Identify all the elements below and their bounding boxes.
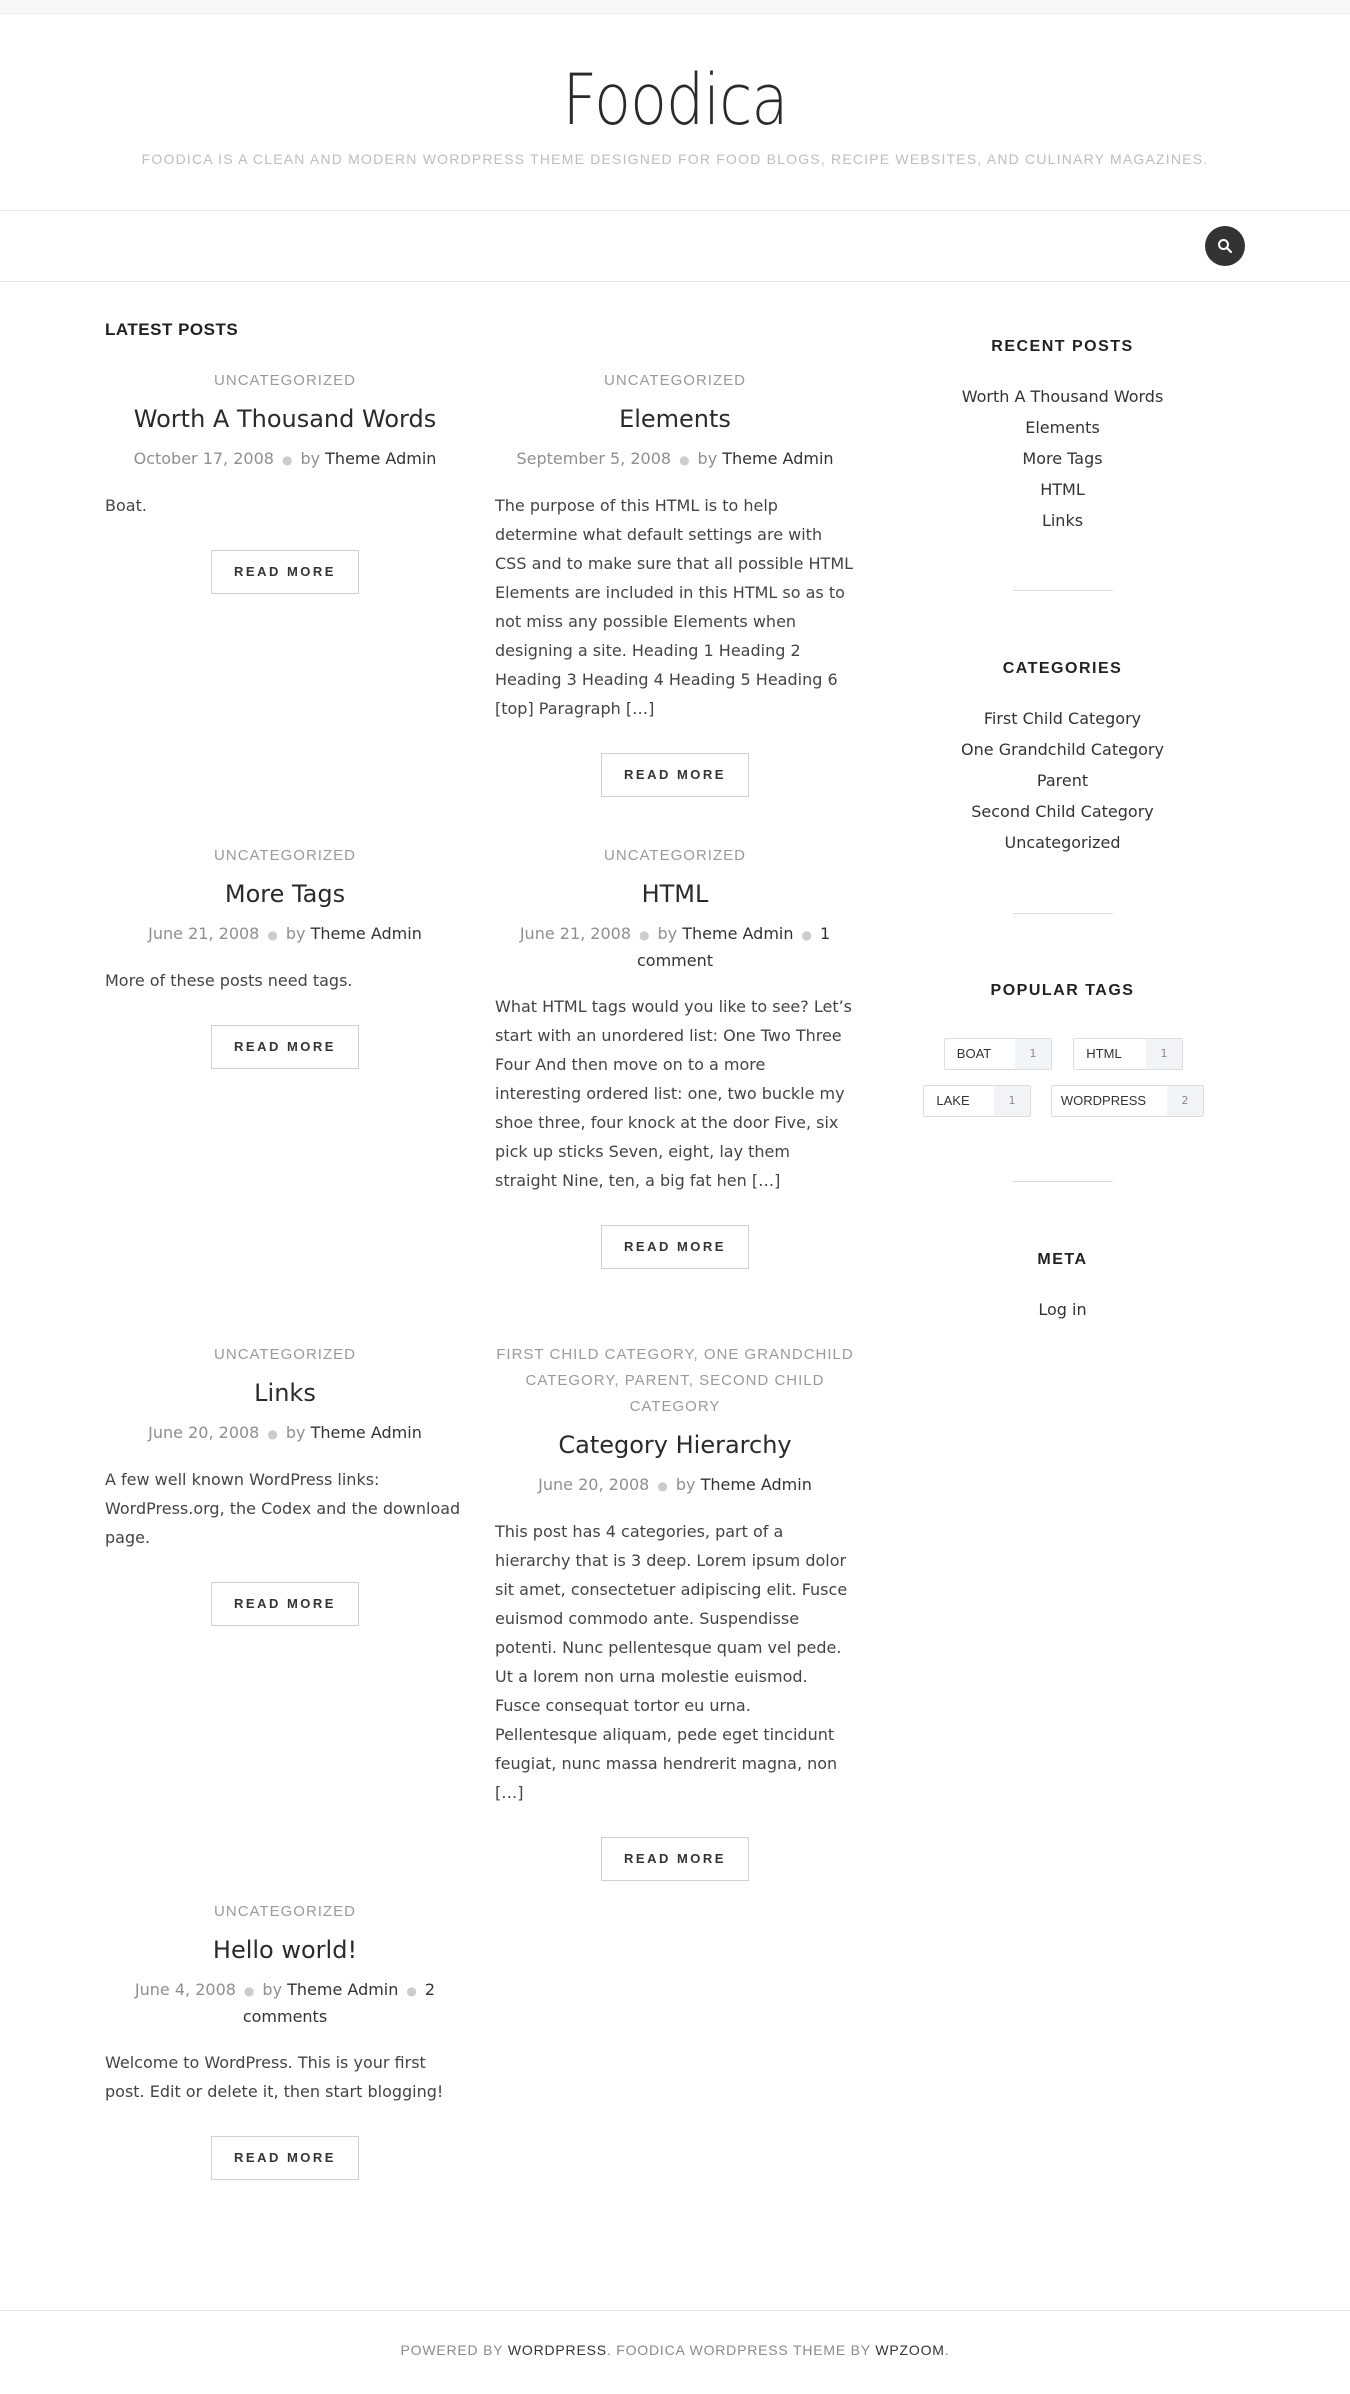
site-title[interactable]: Foodica (562, 59, 788, 141)
post-excerpt: What HTML tags would you like to see? Let’s start with an unordered list: One Two Three Four And then move on to a more interesting ordered list: one, two buckle my shoe three, four knock at the door Five, six pick up sticks Seven, eight, lay them straight Nine, ten, a big fat hen […] (495, 997, 853, 1190)
widget-title: META (1037, 1251, 1088, 1268)
footer-divider (0, 2310, 1350, 2311)
tag-name: WORDPRESS (1060, 1093, 1147, 1108)
post-card (105, 1342, 465, 1626)
post-date[interactable]: October 17, 2008 (133, 449, 274, 468)
categories-list (900, 703, 1225, 858)
footer-end: . (944, 2342, 950, 2358)
tag-name: BOAT (956, 1046, 992, 1061)
navigation-bar (0, 210, 1350, 282)
post-card (495, 1342, 855, 1881)
category-link[interactable]: Second Child Category (971, 802, 1154, 821)
post-date[interactable]: September 5, 2008 (516, 449, 672, 468)
post-date[interactable]: June 20, 2008 (148, 1423, 260, 1442)
post-date[interactable]: June 21, 2008 (148, 924, 260, 943)
top-bar (0, 0, 1350, 14)
meta-separator-dot: ● (639, 928, 650, 942)
tag-name: HTML (1086, 1046, 1122, 1061)
category-link[interactable]: One Grandchild Category (961, 740, 1164, 759)
post-author[interactable]: Theme Admin (722, 449, 834, 468)
meta-separator-dot: ● (801, 928, 812, 942)
meta-by: by (285, 924, 306, 943)
post-author[interactable]: Theme Admin (325, 449, 437, 468)
post-title[interactable]: Elements (619, 405, 731, 433)
meta-separator-dot: ● (281, 453, 293, 467)
read-more-button[interactable]: READ MORE (211, 1025, 359, 1069)
footer-theme-text: . FOODICA WORDPRESS THEME BY (606, 2342, 876, 2358)
tag-name: LAKE (936, 1093, 970, 1108)
post-date[interactable]: June 4, 2008 (134, 1980, 236, 1999)
post-title[interactable]: Hello world! (212, 1936, 358, 1964)
post-meta (105, 446, 465, 473)
post-excerpt: Welcome to WordPress. This is your first post. Edit or delete it, then start blogging! (105, 2053, 444, 2101)
post-title[interactable]: Links (254, 1379, 316, 1407)
post-card (105, 368, 465, 594)
site-tagline: FOODICA IS A CLEAN AND MODERN WORDPRESS THEME DESIGNED FOR FOOD BLOGS, RECIPE WEBSITES, AND CULINARY MAGAZINES. (141, 151, 1209, 167)
post-card (495, 368, 855, 797)
post-date[interactable]: June 20, 2008 (538, 1475, 650, 1494)
post-title[interactable]: More Tags (224, 880, 346, 908)
post-meta (495, 1472, 855, 1499)
widget-title: CATEGORIES (1002, 660, 1123, 677)
meta-by: by (300, 449, 321, 468)
read-more-button[interactable]: READ MORE (601, 1837, 749, 1881)
tag-link[interactable] (1051, 1085, 1204, 1117)
meta-by: by (657, 924, 678, 943)
post-meta (495, 921, 855, 974)
post-title[interactable]: Worth A Thousand Words (133, 405, 437, 433)
post-date[interactable]: June 21, 2008 (519, 924, 632, 943)
post-meta (105, 921, 465, 948)
meta-list (900, 1294, 1225, 1325)
post-card (105, 843, 465, 1069)
post-category-link[interactable]: ONE GRANDCHILD CATEGORY (525, 1346, 854, 1389)
tag-link[interactable] (923, 1085, 1031, 1117)
meta-separator-dot: ● (267, 1427, 278, 1441)
recent-post-link[interactable]: HTML (1040, 480, 1085, 499)
widget-divider (1013, 590, 1113, 591)
meta-widget (900, 1248, 1225, 1325)
post-category-link[interactable]: PARENT (624, 1372, 689, 1389)
recent-posts-widget (900, 335, 1225, 536)
post-category-link[interactable]: FIRST CHILD CATEGORY (496, 1346, 694, 1363)
post-author[interactable]: Theme Admin (287, 1980, 399, 1999)
post-category-link[interactable]: SECOND CHILD CATEGORY (629, 1372, 825, 1415)
footer-powered-by: POWERED BY (400, 2342, 508, 2358)
post-meta (105, 1977, 465, 2030)
post-excerpt: The purpose of this HTML is to help determine what default settings are with CSS and to make sure that all possible HTML Elements are included in this HTML so as to not miss any possible Elements when designing a site. Heading 1 Heading 2 Heading 3 Heading 4 Heading 5 Heading 6 [top] Paragraph […] (495, 496, 854, 718)
post-category[interactable]: UNCATEGORIZED (604, 847, 746, 864)
recent-post-link[interactable]: Elements (1025, 418, 1100, 437)
categories-widget (900, 657, 1225, 858)
read-more-button[interactable]: READ MORE (211, 2136, 359, 2180)
footer-wordpress-link[interactable]: WORDPRESS (507, 2342, 607, 2358)
meta-by: by (675, 1475, 696, 1494)
log-in-link[interactable]: Log in (1038, 1300, 1087, 1319)
recent-post-link[interactable]: More Tags (1022, 449, 1103, 468)
post-title[interactable]: Category Hierarchy (558, 1431, 792, 1459)
post-excerpt: Boat. (105, 496, 147, 515)
recent-post-link[interactable]: Links (1041, 511, 1084, 530)
post-excerpt: This post has 4 categories, part of a hierarchy that is 3 deep. Lorem ipsum dolor sit amet, consectetuer adipiscing elit. Fusce euismod commodo ante. Suspendisse potenti. Nunc pellentesque quam vel pede. Ut a lorem non urna molestie euismod. Fusce consequat tortor eu urna. Pellentesque aliquam, pede eget tincidunt feugiat, nunc massa hendrerit magna, non […] (495, 1522, 848, 1802)
post-category[interactable]: UNCATEGORIZED (214, 1346, 356, 1363)
recent-post-link[interactable]: Worth A Thousand Words (961, 387, 1164, 406)
post-comments-link[interactable]: 2 comments (242, 1980, 436, 2026)
post-categories: FIRST CHILD CATEGORY, ONE GRANDCHILD CATEGORY, PARENT, SECOND CHILD CATEGORY (496, 1346, 854, 1415)
tag-count: 2 (1167, 1086, 1203, 1116)
tag-count: 1 (1015, 1039, 1051, 1069)
post-meta (105, 1420, 465, 1447)
tag-link[interactable] (1073, 1038, 1183, 1070)
post-meta (495, 446, 855, 473)
site-footer (0, 2342, 1350, 2358)
meta-by: by (697, 449, 718, 468)
search-icon (1217, 238, 1233, 254)
read-more-button[interactable]: READ MORE (211, 550, 359, 594)
post-excerpt: A few well known WordPress links: WordPress.org, the Codex and the download page. (105, 1470, 461, 1547)
post-category[interactable]: UNCATEGORIZED (214, 372, 356, 389)
footer-wpzoom-link[interactable]: WPZOOM (875, 2342, 945, 2358)
meta-separator-dot: ● (243, 1984, 255, 1998)
category-link[interactable]: Parent (1036, 771, 1089, 790)
meta-separator-dot: ● (406, 1984, 417, 1998)
post-comments-link[interactable]: 1 comment (636, 924, 831, 970)
post-category[interactable]: UNCATEGORIZED (214, 1903, 356, 1920)
read-more-button[interactable]: READ MORE (601, 1225, 749, 1269)
tag-count: 1 (994, 1086, 1030, 1116)
widget-title: RECENT POSTS (991, 338, 1134, 355)
meta-separator-dot: ● (657, 1479, 668, 1493)
read-more-button[interactable]: READ MORE (601, 753, 749, 797)
read-more-button[interactable]: READ MORE (211, 1582, 359, 1626)
post-author[interactable]: Theme Admin (700, 1475, 812, 1494)
popular-tags-widget (900, 979, 1225, 1003)
meta-by: by (262, 1980, 283, 1999)
meta-separator-dot: ● (679, 453, 690, 467)
post-card (105, 1899, 465, 2180)
recent-posts-list (900, 381, 1225, 536)
category-link[interactable]: Uncategorized (1004, 833, 1121, 852)
widget-divider (1013, 1181, 1113, 1182)
meta-by: by (285, 1423, 306, 1442)
post-category[interactable]: UNCATEGORIZED (604, 372, 746, 389)
meta-separator-dot: ● (267, 928, 278, 942)
post-category[interactable]: UNCATEGORIZED (214, 847, 356, 864)
tag-count: 1 (1146, 1039, 1182, 1069)
widget-divider (1013, 913, 1113, 914)
search-button[interactable] (1205, 226, 1245, 266)
post-title[interactable]: HTML (641, 880, 709, 908)
tag-link[interactable] (944, 1038, 1052, 1070)
post-card (495, 843, 855, 1269)
widget-title: POPULAR TAGS (990, 982, 1135, 999)
category-link[interactable]: First Child Category (983, 709, 1142, 728)
post-excerpt: More of these posts need tags. (105, 971, 353, 990)
latest-posts-heading: LATEST POSTS (105, 320, 239, 339)
post-author[interactable]: Theme Admin (310, 924, 422, 943)
post-author[interactable]: Theme Admin (682, 924, 794, 943)
post-author[interactable]: Theme Admin (310, 1423, 422, 1442)
